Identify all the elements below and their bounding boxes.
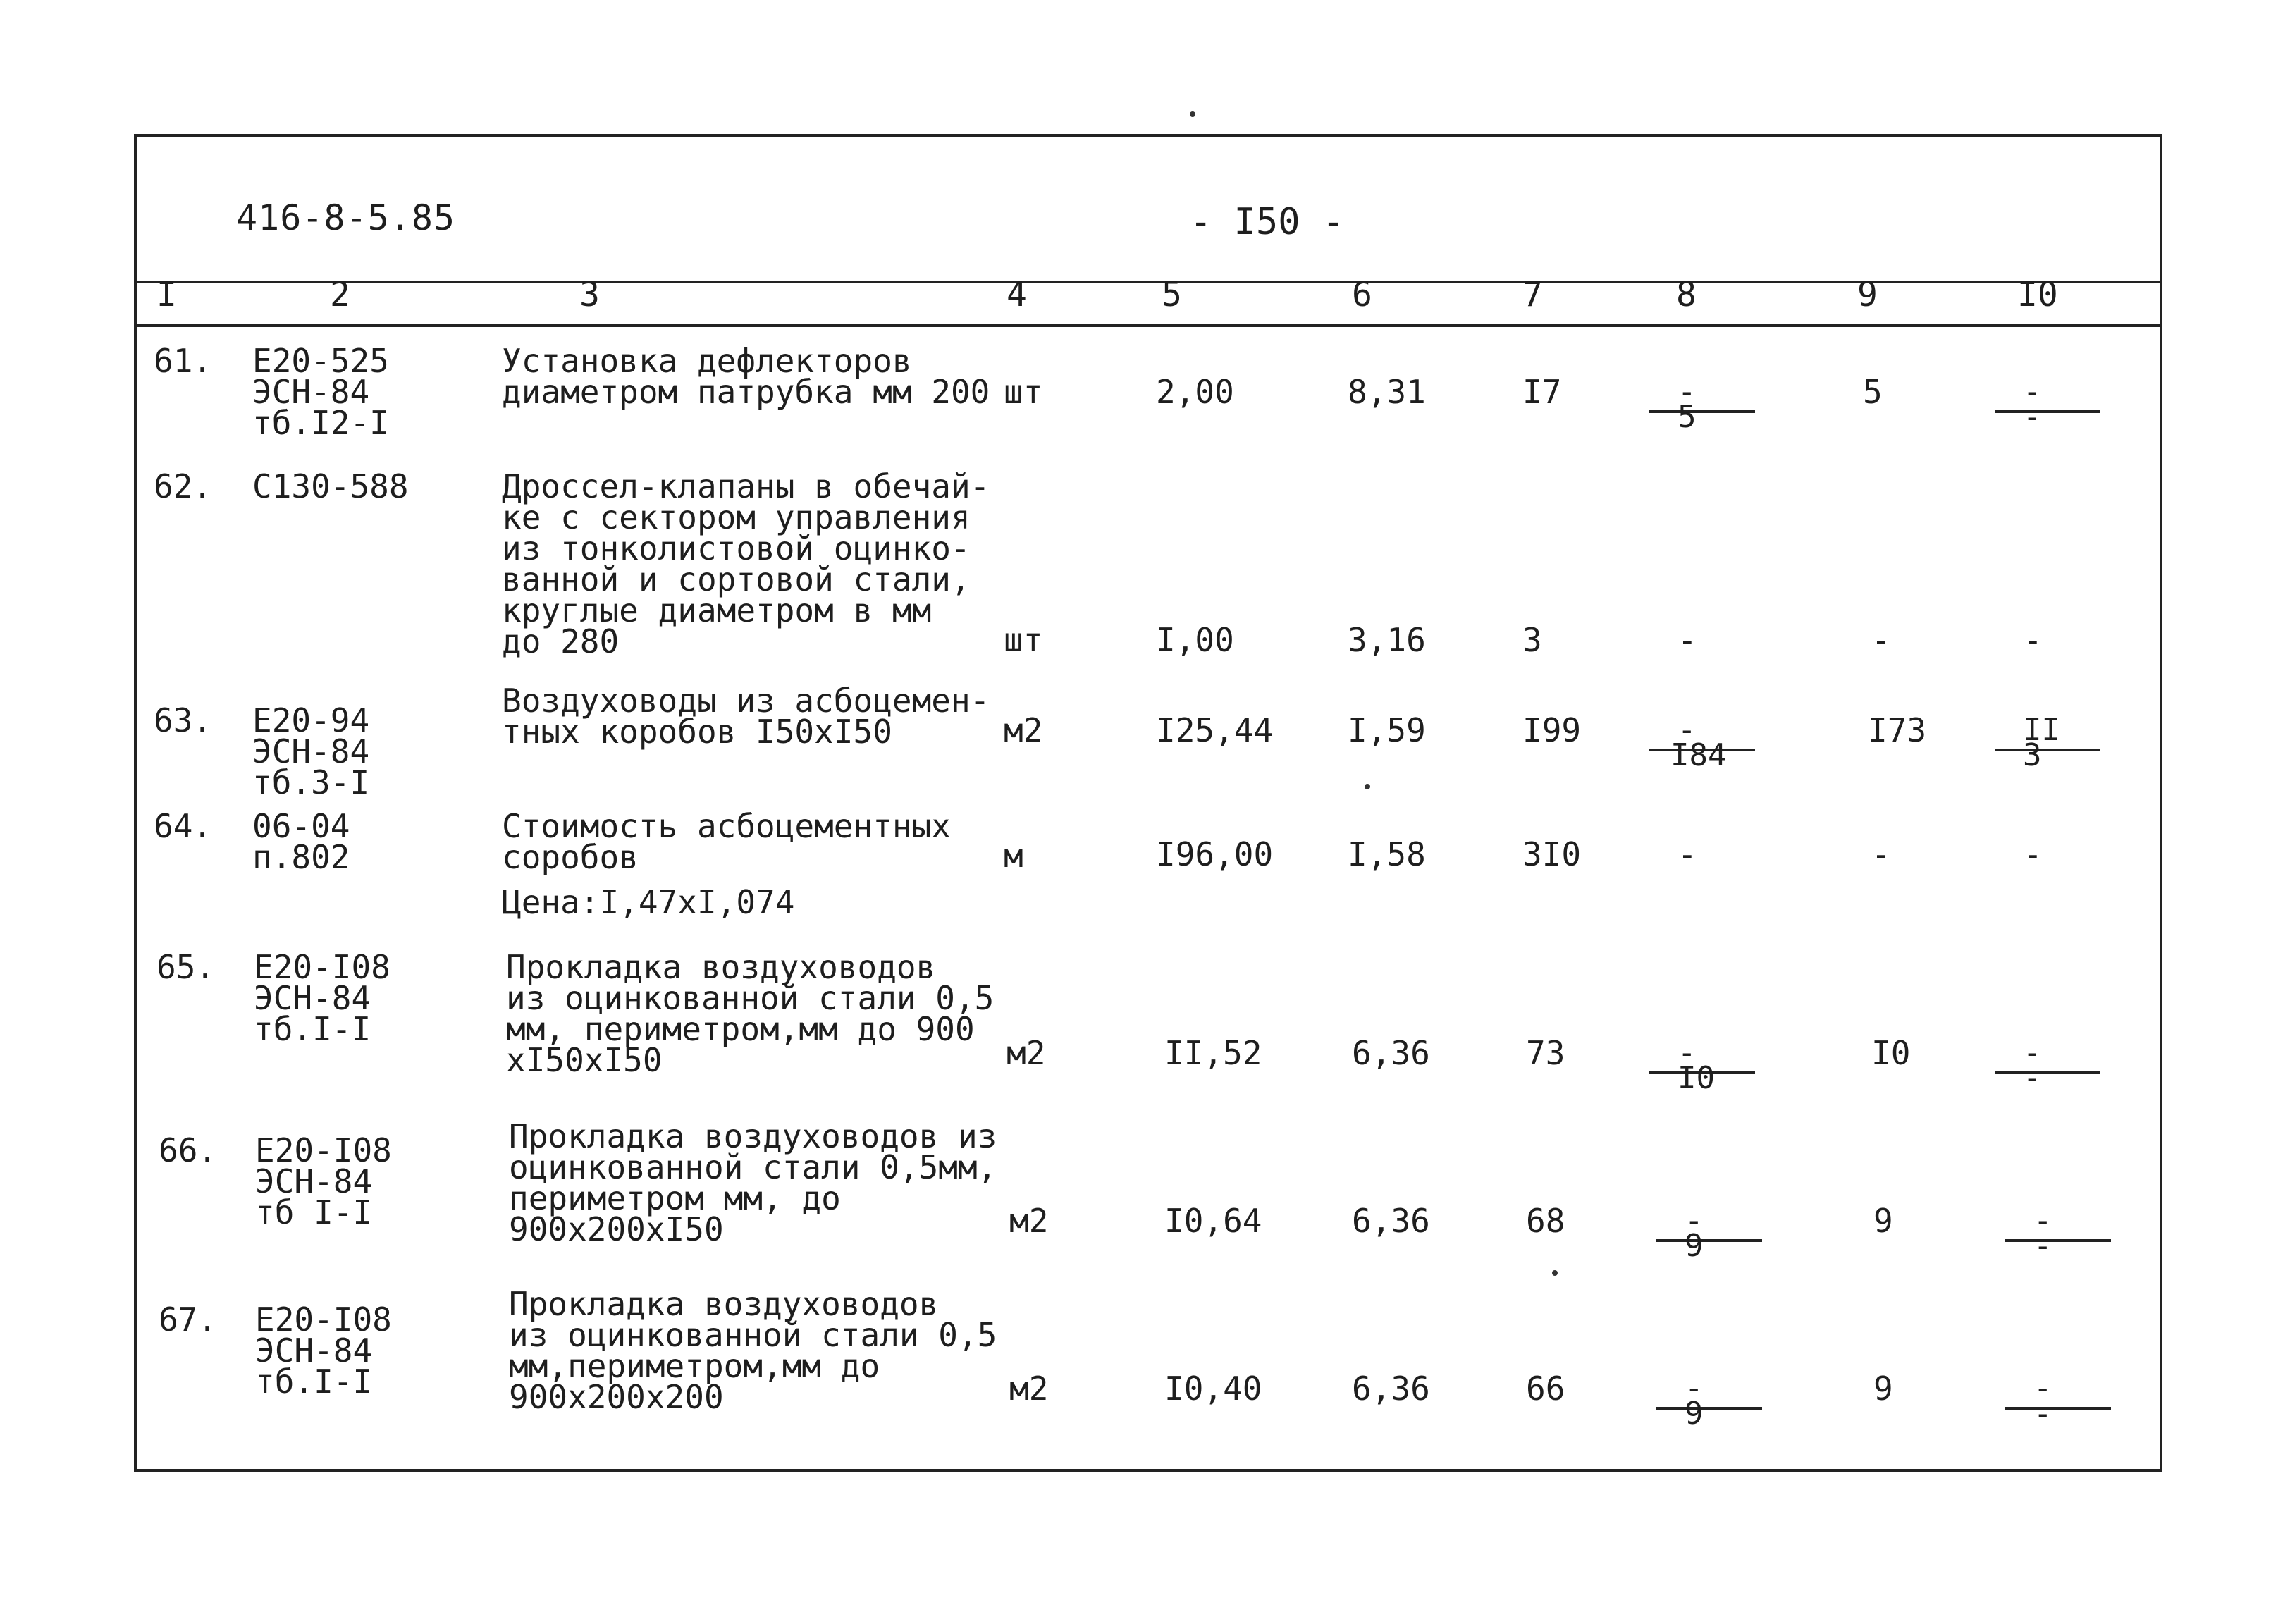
- norm-code: 06-04 п.802: [252, 807, 350, 876]
- work-description: Прокладка воздуховодов из оцинкованной стали 0,5 мм, периметром,мм до 900 xI50xI50: [506, 948, 995, 1079]
- unit-price: 6,36: [1352, 1202, 1430, 1240]
- total-cost: 3I0: [1522, 835, 1582, 873]
- column-header-divider: [134, 324, 2160, 327]
- unit-price: 3,16: [1348, 621, 1426, 659]
- scan-speck: [1365, 784, 1370, 789]
- row-number: 63.: [154, 701, 213, 739]
- quantity: I,00: [1156, 621, 1234, 659]
- total-cost: I7: [1522, 373, 1562, 411]
- unit: м2: [1004, 711, 1043, 749]
- quantity: II,52: [1164, 1034, 1262, 1072]
- row-number: 61.: [154, 342, 213, 380]
- column-header-4: 4: [1007, 275, 1027, 314]
- col8-value: -: [1678, 835, 1697, 873]
- col8-fraction: - 9: [1656, 1205, 1762, 1262]
- column-header-8: 8: [1676, 275, 1697, 314]
- total-cost: 73: [1526, 1034, 1565, 1072]
- unit: м2: [1009, 1202, 1049, 1240]
- col9-value: I73: [1868, 711, 1927, 749]
- norm-code: С130-588: [252, 467, 409, 505]
- col9-value: -: [1871, 621, 1891, 659]
- total-cost: 68: [1526, 1202, 1565, 1240]
- scan-speck: [1190, 111, 1195, 117]
- norm-code: Е20-I08 ЭСН-84 тб I-I: [255, 1131, 392, 1231]
- col10-fraction: II 3: [1995, 715, 2100, 771]
- col10-fraction: - -: [2005, 1373, 2111, 1429]
- col9-value: I0: [1871, 1034, 1911, 1072]
- col8-fraction: - 5: [1649, 376, 1755, 433]
- col10-fraction: - -: [1995, 1038, 2100, 1094]
- col9-value: 9: [1873, 1370, 1893, 1408]
- row-number: 67.: [159, 1300, 218, 1339]
- column-header-5: 5: [1162, 275, 1182, 314]
- col8-fraction: - 9: [1656, 1373, 1762, 1429]
- unit-price: I,58: [1348, 835, 1426, 873]
- unit: м2: [1007, 1034, 1046, 1072]
- unit-price: 6,36: [1352, 1034, 1430, 1072]
- work-description: Прокладка воздуховодов из оцинкованной стали 0,5мм, периметром мм, до 900x200xI50: [509, 1117, 997, 1248]
- price-note: Цена:I,47xI,074: [502, 883, 795, 921]
- column-header-10: I0: [2017, 275, 2058, 314]
- column-header-9: 9: [1857, 275, 1878, 314]
- scan-speck: [1552, 1270, 1558, 1276]
- work-description: Стоимость асбоцементных соробов: [502, 807, 951, 876]
- total-cost: 3: [1522, 621, 1542, 659]
- norm-code: Е20-I08 ЭСН-84 тб.I-I: [255, 1300, 392, 1401]
- norm-code: Е20-I08 ЭСН-84 тб.I-I: [254, 948, 390, 1048]
- document-code: 416-8-5.85: [236, 197, 456, 238]
- col10-fraction: - -: [1995, 376, 2100, 433]
- header-divider: [134, 281, 2160, 283]
- col8-fraction: - I0: [1649, 1038, 1755, 1094]
- unit-price: I,59: [1348, 711, 1426, 749]
- column-header-3: 3: [579, 275, 600, 314]
- work-description: Дроссел-клапаны в обечай- ке с сектором управления из тонколистовой оцинко- ванной и сортовой стали, круглые диаметром в мм до 280: [502, 467, 990, 660]
- col8-value: -: [1678, 621, 1697, 659]
- column-header-7: 7: [1522, 275, 1543, 314]
- unit: шт: [1004, 373, 1043, 411]
- column-header-1: I: [156, 275, 177, 314]
- col9-value: 5: [1863, 373, 1883, 411]
- col9-value: 9: [1873, 1202, 1893, 1240]
- col10-value: -: [2023, 621, 2043, 659]
- work-description: Установка дефлекторов диаметром патрубка мм 200: [502, 342, 990, 411]
- norm-code: Е20-525 ЭСН-84 тб.I2-I: [252, 342, 389, 442]
- unit-price: 8,31: [1348, 373, 1426, 411]
- col10-fraction: - -: [2005, 1205, 2111, 1262]
- page-frame: [134, 134, 2162, 1472]
- column-header-2: 2: [330, 275, 350, 314]
- total-cost: 66: [1526, 1370, 1565, 1408]
- unit: шт: [1004, 621, 1043, 659]
- col9-value: -: [1871, 835, 1891, 873]
- col8-fraction: - I84: [1649, 715, 1755, 771]
- quantity: I0,64: [1164, 1202, 1262, 1240]
- work-description: Воздуховоды из асбоцемен- тных коробов I50xI50: [502, 682, 990, 751]
- row-number: 66.: [159, 1131, 218, 1169]
- work-description: Прокладка воздуховодов из оцинкованной стали 0,5 мм,периметром,мм до 900x200x200: [509, 1285, 997, 1416]
- quantity: I25,44: [1156, 711, 1274, 749]
- col10-value: -: [2023, 835, 2043, 873]
- quantity: 2,00: [1156, 373, 1234, 411]
- quantity: I96,00: [1156, 835, 1274, 873]
- total-cost: I99: [1522, 711, 1582, 749]
- row-number: 62.: [154, 467, 213, 505]
- quantity: I0,40: [1164, 1370, 1262, 1408]
- unit: м2: [1009, 1370, 1049, 1408]
- row-number: 64.: [154, 807, 213, 845]
- norm-code: Е20-94 ЭСН-84 тб.3-I: [252, 701, 370, 801]
- row-number: 65.: [156, 948, 216, 986]
- unit: м: [1004, 837, 1023, 875]
- page-number: - I50 -: [1190, 201, 1345, 243]
- unit-price: 6,36: [1352, 1370, 1430, 1408]
- column-header-6: 6: [1352, 275, 1372, 314]
